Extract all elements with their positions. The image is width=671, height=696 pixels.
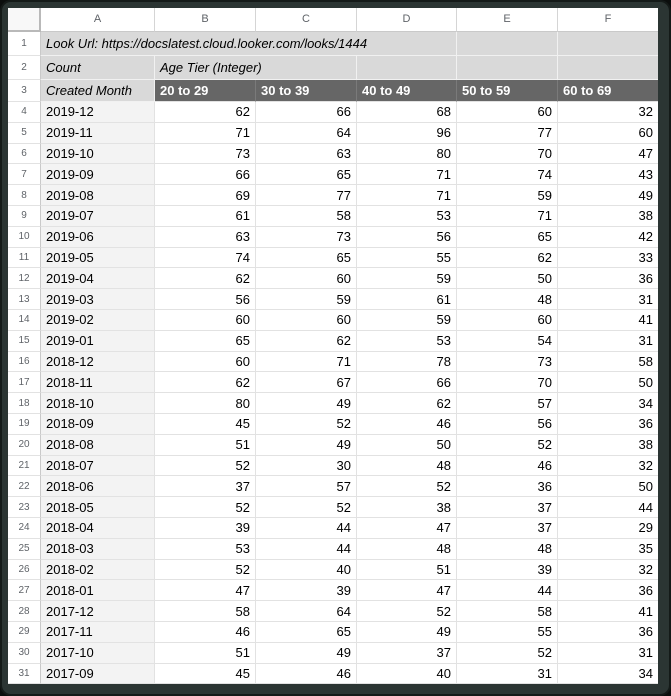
count-cell[interactable]: 52 bbox=[155, 497, 256, 518]
row-header[interactable]: 20 bbox=[8, 435, 41, 456]
count-cell[interactable]: 55 bbox=[457, 622, 558, 643]
count-cell[interactable]: 58 bbox=[155, 601, 256, 622]
count-cell[interactable]: 47 bbox=[357, 580, 457, 601]
count-cell[interactable]: 59 bbox=[457, 185, 558, 206]
age-tier-header-cell[interactable]: 20 to 29 bbox=[155, 80, 256, 102]
column-header-E[interactable]: E bbox=[457, 8, 558, 32]
count-cell[interactable]: 69 bbox=[155, 185, 256, 206]
spreadsheet-row bbox=[8, 144, 658, 165]
row-header[interactable]: 13 bbox=[8, 289, 41, 310]
spreadsheet-row bbox=[8, 331, 658, 352]
month-cell[interactable]: 2019-09 bbox=[41, 164, 155, 185]
count-cell[interactable]: 65 bbox=[256, 248, 357, 269]
count-cell[interactable]: 51 bbox=[357, 560, 457, 581]
age-tier-header-cell[interactable]: 40 to 49 bbox=[357, 80, 457, 102]
row-header[interactable]: 5 bbox=[8, 123, 41, 144]
created-month-label-cell[interactable]: Created Month bbox=[41, 80, 155, 102]
count-cell[interactable]: 80 bbox=[357, 144, 457, 165]
row-header[interactable]: 23 bbox=[8, 497, 41, 518]
count-cell[interactable]: 36 bbox=[558, 622, 658, 643]
count-cell[interactable]: 63 bbox=[256, 144, 357, 165]
count-cell[interactable]: 62 bbox=[155, 372, 256, 393]
count-cell[interactable]: 71 bbox=[457, 206, 558, 227]
count-cell[interactable]: 48 bbox=[357, 456, 457, 477]
age-tier-header-cell[interactable]: 50 to 59 bbox=[457, 80, 558, 102]
count-cell[interactable]: 65 bbox=[457, 227, 558, 248]
count-cell[interactable]: 71 bbox=[155, 123, 256, 144]
row-header[interactable]: 30 bbox=[8, 643, 41, 664]
count-cell[interactable]: 60 bbox=[256, 268, 357, 289]
measure-row bbox=[8, 56, 658, 80]
row-header[interactable]: 31 bbox=[8, 664, 41, 685]
row-header[interactable]: 3 bbox=[8, 80, 41, 102]
count-cell[interactable]: 68 bbox=[357, 102, 457, 123]
count-cell[interactable]: 44 bbox=[256, 518, 357, 539]
spreadsheet-row bbox=[8, 414, 658, 435]
row-header[interactable]: 27 bbox=[8, 580, 41, 601]
month-cell[interactable]: 2017-10 bbox=[41, 643, 155, 664]
count-cell[interactable]: 50 bbox=[457, 268, 558, 289]
month-cell[interactable]: 2019-11 bbox=[41, 123, 155, 144]
measure-label-cell[interactable]: Count bbox=[41, 56, 155, 80]
spreadsheet-row bbox=[8, 539, 658, 560]
row-header[interactable]: 15 bbox=[8, 331, 41, 352]
count-cell[interactable]: 77 bbox=[256, 185, 357, 206]
count-cell[interactable]: 43 bbox=[558, 164, 658, 185]
count-cell[interactable]: 61 bbox=[357, 289, 457, 310]
count-cell[interactable]: 50 bbox=[357, 435, 457, 456]
count-cell[interactable]: 44 bbox=[256, 539, 357, 560]
count-cell[interactable]: 57 bbox=[457, 393, 558, 414]
count-cell[interactable]: 36 bbox=[457, 476, 558, 497]
month-cell[interactable]: 2019-05 bbox=[41, 248, 155, 269]
spreadsheet-row bbox=[8, 352, 658, 373]
count-cell[interactable]: 63 bbox=[155, 227, 256, 248]
count-cell[interactable]: 58 bbox=[256, 206, 357, 227]
count-cell[interactable]: 30 bbox=[256, 456, 357, 477]
count-cell[interactable]: 52 bbox=[357, 601, 457, 622]
count-cell[interactable]: 39 bbox=[457, 560, 558, 581]
count-cell[interactable]: 32 bbox=[558, 456, 658, 477]
count-cell[interactable]: 60 bbox=[155, 310, 256, 331]
count-cell[interactable]: 32 bbox=[558, 102, 658, 123]
row-header[interactable]: 16 bbox=[8, 352, 41, 373]
column-header-A[interactable]: A bbox=[41, 8, 155, 32]
count-cell[interactable]: 66 bbox=[155, 164, 256, 185]
select-all-corner[interactable] bbox=[8, 8, 41, 32]
spreadsheet-row bbox=[8, 393, 658, 414]
count-cell[interactable]: 48 bbox=[457, 539, 558, 560]
row-header[interactable]: 28 bbox=[8, 601, 41, 622]
count-cell[interactable]: 74 bbox=[457, 164, 558, 185]
count-cell[interactable]: 49 bbox=[558, 185, 658, 206]
count-cell[interactable]: 42 bbox=[558, 227, 658, 248]
spreadsheet-row bbox=[8, 601, 658, 622]
spreadsheet-row bbox=[8, 664, 658, 685]
spreadsheet-row bbox=[8, 643, 658, 664]
row-header[interactable]: 19 bbox=[8, 414, 41, 435]
count-cell[interactable]: 51 bbox=[155, 435, 256, 456]
count-cell[interactable]: 65 bbox=[256, 164, 357, 185]
month-cell[interactable]: 2018-02 bbox=[41, 560, 155, 581]
month-cell[interactable]: 2017-11 bbox=[41, 622, 155, 643]
spreadsheet-row bbox=[8, 164, 658, 185]
row-header[interactable]: 26 bbox=[8, 560, 41, 581]
count-cell[interactable]: 31 bbox=[558, 331, 658, 352]
count-cell[interactable]: 53 bbox=[155, 539, 256, 560]
count-cell[interactable]: 55 bbox=[357, 248, 457, 269]
count-cell[interactable]: 52 bbox=[155, 560, 256, 581]
count-cell[interactable]: 46 bbox=[256, 664, 357, 685]
spreadsheet-row bbox=[8, 310, 658, 331]
count-cell[interactable]: 62 bbox=[155, 268, 256, 289]
count-cell[interactable]: 56 bbox=[155, 289, 256, 310]
spreadsheet-row bbox=[8, 476, 658, 497]
count-cell[interactable]: 62 bbox=[457, 248, 558, 269]
row-header[interactable]: 17 bbox=[8, 372, 41, 393]
month-cell[interactable]: 2019-07 bbox=[41, 206, 155, 227]
row-header[interactable]: 18 bbox=[8, 393, 41, 414]
empty-cell[interactable] bbox=[357, 56, 457, 80]
month-cell[interactable]: 2017-12 bbox=[41, 601, 155, 622]
row-header[interactable]: 2 bbox=[8, 56, 41, 80]
month-cell[interactable]: 2018-04 bbox=[41, 518, 155, 539]
count-cell[interactable]: 33 bbox=[558, 248, 658, 269]
count-cell[interactable]: 49 bbox=[256, 393, 357, 414]
row-header[interactable]: 4 bbox=[8, 102, 41, 123]
count-cell[interactable]: 52 bbox=[256, 497, 357, 518]
age-tier-header-cell[interactable]: 60 to 69 bbox=[558, 80, 658, 102]
count-cell[interactable]: 37 bbox=[457, 497, 558, 518]
count-cell[interactable]: 60 bbox=[256, 310, 357, 331]
spreadsheet-row bbox=[8, 268, 658, 289]
count-cell[interactable]: 50 bbox=[558, 476, 658, 497]
count-cell[interactable]: 49 bbox=[256, 435, 357, 456]
row-header[interactable]: 29 bbox=[8, 622, 41, 643]
count-cell[interactable]: 58 bbox=[558, 352, 658, 373]
spreadsheet-row bbox=[8, 560, 658, 581]
count-cell[interactable]: 78 bbox=[357, 352, 457, 373]
count-cell[interactable]: 52 bbox=[457, 643, 558, 664]
month-cell[interactable]: 2018-07 bbox=[41, 456, 155, 477]
count-cell[interactable]: 41 bbox=[558, 310, 658, 331]
row-header[interactable]: 22 bbox=[8, 476, 41, 497]
count-cell[interactable]: 73 bbox=[457, 352, 558, 373]
count-cell[interactable]: 32 bbox=[558, 560, 658, 581]
spreadsheet-row bbox=[8, 227, 658, 248]
spreadsheet-row bbox=[8, 185, 658, 206]
count-cell[interactable]: 39 bbox=[155, 518, 256, 539]
count-cell[interactable]: 38 bbox=[357, 497, 457, 518]
count-cell[interactable]: 49 bbox=[357, 622, 457, 643]
count-cell[interactable]: 58 bbox=[457, 601, 558, 622]
spreadsheet-row bbox=[8, 206, 658, 227]
spreadsheet-row bbox=[8, 123, 658, 144]
count-cell[interactable]: 51 bbox=[155, 643, 256, 664]
count-cell[interactable]: 53 bbox=[357, 206, 457, 227]
count-cell[interactable]: 59 bbox=[357, 310, 457, 331]
month-cell[interactable]: 2019-06 bbox=[41, 227, 155, 248]
count-cell[interactable]: 56 bbox=[457, 414, 558, 435]
month-cell[interactable]: 2018-09 bbox=[41, 414, 155, 435]
count-cell[interactable]: 54 bbox=[457, 331, 558, 352]
row-header[interactable]: 10 bbox=[8, 227, 41, 248]
count-cell[interactable]: 60 bbox=[457, 310, 558, 331]
count-cell[interactable]: 70 bbox=[457, 144, 558, 165]
count-cell[interactable]: 71 bbox=[357, 185, 457, 206]
pivot-header-row bbox=[8, 80, 658, 102]
count-cell[interactable]: 53 bbox=[357, 331, 457, 352]
column-header-F[interactable]: F bbox=[558, 8, 658, 32]
month-cell[interactable]: 2018-11 bbox=[41, 372, 155, 393]
count-cell[interactable]: 73 bbox=[256, 227, 357, 248]
count-cell[interactable]: 73 bbox=[155, 144, 256, 165]
count-cell[interactable]: 71 bbox=[357, 164, 457, 185]
count-cell[interactable]: 62 bbox=[357, 393, 457, 414]
count-cell[interactable]: 37 bbox=[457, 518, 558, 539]
row-header[interactable]: 7 bbox=[8, 164, 41, 185]
count-cell[interactable]: 48 bbox=[457, 289, 558, 310]
count-cell[interactable]: 40 bbox=[357, 664, 457, 685]
month-cell[interactable]: 2018-01 bbox=[41, 580, 155, 601]
spreadsheet-row bbox=[8, 435, 658, 456]
spreadsheet-row bbox=[8, 289, 658, 310]
count-cell[interactable]: 31 bbox=[457, 664, 558, 685]
count-cell[interactable]: 29 bbox=[558, 518, 658, 539]
data-rows-container bbox=[8, 102, 658, 684]
count-cell[interactable]: 41 bbox=[558, 601, 658, 622]
count-cell[interactable]: 71 bbox=[256, 352, 357, 373]
spreadsheet-row bbox=[8, 372, 658, 393]
count-cell[interactable]: 34 bbox=[558, 664, 658, 685]
count-cell[interactable]: 64 bbox=[256, 601, 357, 622]
count-cell[interactable]: 61 bbox=[155, 206, 256, 227]
count-cell[interactable]: 62 bbox=[256, 331, 357, 352]
count-cell[interactable]: 67 bbox=[256, 372, 357, 393]
spreadsheet-row bbox=[8, 622, 658, 643]
count-cell[interactable]: 52 bbox=[457, 435, 558, 456]
month-cell[interactable]: 2018-03 bbox=[41, 539, 155, 560]
count-cell[interactable]: 52 bbox=[357, 476, 457, 497]
month-cell[interactable]: 2019-08 bbox=[41, 185, 155, 206]
count-cell[interactable]: 44 bbox=[457, 580, 558, 601]
count-cell[interactable]: 45 bbox=[155, 414, 256, 435]
count-cell[interactable]: 66 bbox=[256, 102, 357, 123]
month-cell[interactable]: 2019-03 bbox=[41, 289, 155, 310]
column-header-row bbox=[8, 8, 658, 32]
count-cell[interactable]: 37 bbox=[357, 643, 457, 664]
month-cell[interactable]: 2019-02 bbox=[41, 310, 155, 331]
count-cell[interactable]: 60 bbox=[457, 102, 558, 123]
count-cell[interactable]: 49 bbox=[256, 643, 357, 664]
count-cell[interactable]: 96 bbox=[357, 123, 457, 144]
count-cell[interactable]: 59 bbox=[357, 268, 457, 289]
count-cell[interactable]: 46 bbox=[357, 414, 457, 435]
column-header-D[interactable]: D bbox=[357, 8, 457, 32]
spreadsheet-row bbox=[8, 497, 658, 518]
row-header[interactable]: 21 bbox=[8, 456, 41, 477]
look-url-cell[interactable]: Look Url: https://docslatest.cloud.looker.com/looks/1444 bbox=[41, 32, 457, 56]
empty-cell[interactable] bbox=[457, 56, 558, 80]
count-cell[interactable]: 48 bbox=[357, 539, 457, 560]
spreadsheet-grid bbox=[8, 8, 658, 684]
spreadsheet-row bbox=[8, 248, 658, 269]
count-cell[interactable]: 45 bbox=[155, 664, 256, 685]
column-header-B[interactable]: B bbox=[155, 8, 256, 32]
column-header-C[interactable]: C bbox=[256, 8, 357, 32]
count-cell[interactable]: 39 bbox=[256, 580, 357, 601]
count-cell[interactable]: 80 bbox=[155, 393, 256, 414]
count-cell[interactable]: 62 bbox=[155, 102, 256, 123]
count-cell[interactable]: 74 bbox=[155, 248, 256, 269]
count-cell[interactable]: 47 bbox=[357, 518, 457, 539]
count-cell[interactable]: 46 bbox=[457, 456, 558, 477]
count-cell[interactable]: 60 bbox=[155, 352, 256, 373]
count-cell[interactable]: 36 bbox=[558, 268, 658, 289]
month-cell[interactable]: 2019-10 bbox=[41, 144, 155, 165]
count-cell[interactable]: 50 bbox=[558, 372, 658, 393]
count-cell[interactable]: 52 bbox=[256, 414, 357, 435]
count-cell[interactable]: 60 bbox=[558, 123, 658, 144]
row-header[interactable]: 11 bbox=[8, 248, 41, 269]
spreadsheet-row bbox=[8, 518, 658, 539]
month-cell[interactable]: 2018-08 bbox=[41, 435, 155, 456]
row-header[interactable]: 1 bbox=[8, 32, 41, 56]
row-header[interactable]: 12 bbox=[8, 268, 41, 289]
row-header[interactable]: 6 bbox=[8, 144, 41, 165]
count-cell[interactable]: 57 bbox=[256, 476, 357, 497]
month-cell[interactable]: 2019-01 bbox=[41, 331, 155, 352]
count-cell[interactable]: 44 bbox=[558, 497, 658, 518]
count-cell[interactable]: 40 bbox=[256, 560, 357, 581]
count-cell[interactable]: 52 bbox=[155, 456, 256, 477]
empty-cell[interactable] bbox=[558, 56, 658, 80]
month-cell[interactable]: 2018-10 bbox=[41, 393, 155, 414]
month-cell[interactable]: 2018-12 bbox=[41, 352, 155, 373]
count-cell[interactable]: 38 bbox=[558, 435, 658, 456]
month-cell[interactable]: 2017-09 bbox=[41, 664, 155, 685]
row-header[interactable]: 24 bbox=[8, 518, 41, 539]
count-cell[interactable]: 34 bbox=[558, 393, 658, 414]
row-header[interactable]: 25 bbox=[8, 539, 41, 560]
empty-cell[interactable] bbox=[457, 32, 558, 56]
count-cell[interactable]: 47 bbox=[558, 144, 658, 165]
pivot-field-cell[interactable]: Age Tier (Integer) bbox=[155, 56, 357, 80]
count-cell[interactable]: 65 bbox=[256, 622, 357, 643]
count-cell[interactable]: 65 bbox=[155, 331, 256, 352]
month-cell[interactable]: 2018-06 bbox=[41, 476, 155, 497]
count-cell[interactable]: 47 bbox=[155, 580, 256, 601]
count-cell[interactable]: 46 bbox=[155, 622, 256, 643]
count-cell[interactable]: 56 bbox=[357, 227, 457, 248]
count-cell[interactable]: 36 bbox=[558, 580, 658, 601]
count-cell[interactable]: 70 bbox=[457, 372, 558, 393]
spreadsheet-row bbox=[8, 456, 658, 477]
empty-cell[interactable] bbox=[558, 32, 658, 56]
month-cell[interactable]: 2019-12 bbox=[41, 102, 155, 123]
count-cell[interactable]: 35 bbox=[558, 539, 658, 560]
month-cell[interactable]: 2018-05 bbox=[41, 497, 155, 518]
count-cell[interactable]: 37 bbox=[155, 476, 256, 497]
count-cell[interactable]: 66 bbox=[357, 372, 457, 393]
row-header[interactable]: 8 bbox=[8, 185, 41, 206]
spreadsheet-row bbox=[8, 102, 658, 123]
row-header[interactable]: 9 bbox=[8, 206, 41, 227]
row-header[interactable]: 14 bbox=[8, 310, 41, 331]
count-cell[interactable]: 59 bbox=[256, 289, 357, 310]
month-cell[interactable]: 2019-04 bbox=[41, 268, 155, 289]
count-cell[interactable]: 77 bbox=[457, 123, 558, 144]
count-cell[interactable]: 31 bbox=[558, 643, 658, 664]
age-tier-header-cell[interactable]: 30 to 39 bbox=[256, 80, 357, 102]
count-cell[interactable]: 38 bbox=[558, 206, 658, 227]
count-cell[interactable]: 36 bbox=[558, 414, 658, 435]
spreadsheet-row bbox=[8, 580, 658, 601]
count-cell[interactable]: 64 bbox=[256, 123, 357, 144]
count-cell[interactable]: 31 bbox=[558, 289, 658, 310]
look-url-row bbox=[8, 32, 658, 56]
